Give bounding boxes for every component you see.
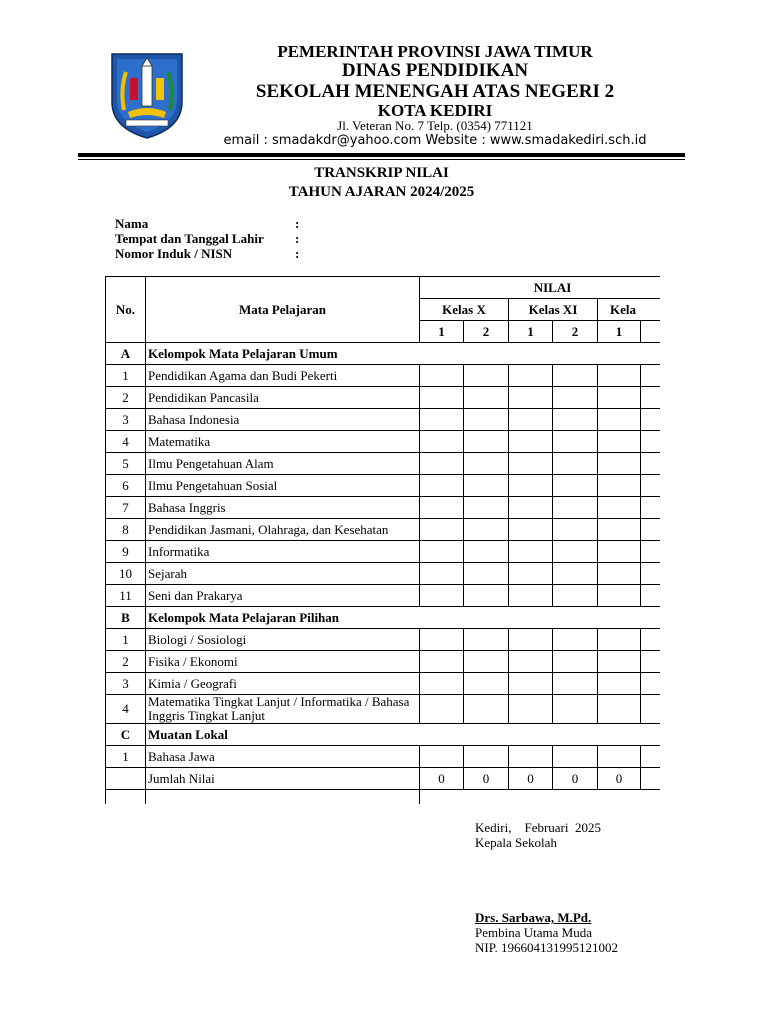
grade-cell bbox=[598, 431, 641, 453]
grade-cell bbox=[509, 651, 553, 673]
grade-cell bbox=[420, 519, 464, 541]
subject-row bbox=[106, 365, 661, 387]
subject-row bbox=[106, 563, 661, 585]
subject-row bbox=[106, 497, 661, 519]
grade-cell bbox=[553, 629, 598, 651]
grade-cell bbox=[464, 585, 509, 607]
semester-header: 1 bbox=[598, 321, 641, 343]
grade-cell bbox=[509, 387, 553, 409]
header-divider-thin bbox=[78, 159, 685, 160]
subject-no: 9 bbox=[106, 541, 146, 563]
grade-cell bbox=[464, 475, 509, 497]
subject-name: Sejarah bbox=[146, 563, 420, 585]
grade-cell bbox=[598, 673, 641, 695]
grade-cell bbox=[420, 431, 464, 453]
grade-cell bbox=[509, 365, 553, 387]
grade-cell bbox=[641, 387, 661, 409]
subject-no: 2 bbox=[106, 651, 146, 673]
identity-separator: : bbox=[295, 246, 300, 261]
subject-no: 3 bbox=[106, 673, 146, 695]
grade-cell bbox=[598, 519, 641, 541]
grade-cell bbox=[464, 365, 509, 387]
grade-cell bbox=[509, 431, 553, 453]
subject-no: 11 bbox=[106, 585, 146, 607]
grade-cell bbox=[420, 475, 464, 497]
grade-cell bbox=[553, 673, 598, 695]
grade-cell bbox=[464, 541, 509, 563]
subject-row bbox=[106, 475, 661, 497]
grade-cell bbox=[641, 673, 661, 695]
semester-header bbox=[641, 321, 661, 343]
document-title: TRANSKRIP NILAI bbox=[314, 165, 449, 181]
group-name: Kelompok Mata Pelajaran Pilihan bbox=[146, 607, 661, 629]
subject-row bbox=[106, 431, 661, 453]
subject-no: 2 bbox=[106, 387, 146, 409]
grade-cell bbox=[509, 746, 553, 768]
subject-row bbox=[106, 673, 661, 695]
grade-cell bbox=[464, 409, 509, 431]
group-row bbox=[106, 724, 661, 746]
semester-header: 2 bbox=[553, 321, 598, 343]
grade-cell bbox=[598, 541, 641, 563]
subject-row bbox=[106, 409, 661, 431]
grade-cell bbox=[641, 409, 661, 431]
grade-cell bbox=[598, 475, 641, 497]
grade-cell bbox=[464, 746, 509, 768]
group-row bbox=[106, 607, 661, 629]
grade-cell bbox=[420, 541, 464, 563]
subject-row bbox=[106, 585, 661, 607]
grade-cell bbox=[598, 453, 641, 475]
grade-cell bbox=[509, 629, 553, 651]
grade-cell bbox=[553, 541, 598, 563]
grade-cell bbox=[553, 497, 598, 519]
student-identity bbox=[115, 216, 299, 261]
column-header-subject: Mata Pelajaran bbox=[146, 277, 420, 343]
grade-cell bbox=[420, 629, 464, 651]
identity-row-birth bbox=[115, 231, 299, 246]
grade-cell bbox=[641, 453, 661, 475]
subject-name: Seni dan Prakarya bbox=[146, 585, 420, 607]
grade-cell bbox=[464, 651, 509, 673]
subject-no: 3 bbox=[106, 409, 146, 431]
grade-cell bbox=[509, 563, 553, 585]
header-department: DINAS PENDIDIKAN bbox=[341, 60, 529, 81]
grade-cell bbox=[641, 497, 661, 519]
subject-no: 4 bbox=[106, 695, 146, 724]
grade-cell bbox=[509, 585, 553, 607]
grade-cell bbox=[553, 563, 598, 585]
total-value: 0 bbox=[553, 768, 598, 790]
signature-role: Kepala Sekolah bbox=[475, 835, 557, 850]
column-header-no: No. bbox=[106, 277, 146, 343]
grade-cell bbox=[598, 746, 641, 768]
header-city: KOTA KEDIRI bbox=[377, 101, 493, 120]
subject-no: 6 bbox=[106, 475, 146, 497]
grade-cell bbox=[598, 695, 641, 724]
group-row bbox=[106, 343, 661, 365]
subject-name: Fisika / Ekonomi bbox=[146, 651, 420, 673]
subject-name: Bahasa Jawa bbox=[146, 746, 420, 768]
subject-name: Bahasa Inggris bbox=[146, 497, 420, 519]
grade-cell bbox=[553, 409, 598, 431]
grade-cell bbox=[641, 541, 661, 563]
total-value: 0 bbox=[464, 768, 509, 790]
header-government: PEMERINTAH PROVINSI JAWA TIMUR bbox=[277, 42, 593, 61]
subject-row bbox=[106, 651, 661, 673]
subject-no: 5 bbox=[106, 453, 146, 475]
grade-cell bbox=[464, 387, 509, 409]
grades-table bbox=[105, 276, 660, 805]
grade-cell bbox=[553, 365, 598, 387]
signature-name-block bbox=[475, 910, 618, 955]
subject-name: Biologi / Sosiologi bbox=[146, 629, 420, 651]
subject-name: Ilmu Pengetahuan Alam bbox=[146, 453, 420, 475]
grade-cell bbox=[464, 519, 509, 541]
grade-cell bbox=[420, 563, 464, 585]
grade-cell bbox=[509, 519, 553, 541]
subject-row bbox=[106, 695, 661, 724]
grade-cell bbox=[509, 475, 553, 497]
column-header-kelas-xii: Kela bbox=[598, 299, 661, 321]
principal-nip: NIP. 196604131995121002 bbox=[475, 940, 619, 955]
subject-row bbox=[106, 519, 661, 541]
subject-name: Matematika bbox=[146, 431, 420, 453]
group-code: C bbox=[106, 724, 146, 746]
grade-cell bbox=[641, 695, 661, 724]
grade-cell bbox=[553, 695, 598, 724]
grade-cell bbox=[420, 387, 464, 409]
grade-cell bbox=[553, 453, 598, 475]
subject-row bbox=[106, 387, 661, 409]
grade-cell bbox=[641, 563, 661, 585]
grade-cell bbox=[641, 431, 661, 453]
identity-label: Nama bbox=[115, 216, 149, 231]
grade-cell bbox=[464, 497, 509, 519]
principal-rank: Pembina Utama Muda bbox=[475, 925, 592, 940]
column-header-nilai: NILAI bbox=[420, 277, 661, 299]
grade-cell bbox=[598, 497, 641, 519]
group-name: Muatan Lokal bbox=[146, 724, 661, 746]
header-address: Jl. Veteran No. 7 Telp. (0354) 771121 bbox=[337, 118, 533, 133]
semester-header: 1 bbox=[420, 321, 464, 343]
grade-cell bbox=[509, 673, 553, 695]
grade-cell bbox=[641, 629, 661, 651]
column-header-kelas-xi: Kelas XI bbox=[509, 299, 598, 321]
footer-cell bbox=[420, 790, 661, 805]
group-code: B bbox=[106, 607, 146, 629]
identity-label: Tempat dan Tanggal Lahir bbox=[115, 231, 264, 246]
grade-cell bbox=[464, 673, 509, 695]
grade-cell bbox=[598, 651, 641, 673]
subject-name: Ilmu Pengetahuan Sosial bbox=[146, 475, 420, 497]
grade-cell bbox=[420, 651, 464, 673]
grade-cell bbox=[641, 519, 661, 541]
subject-name: Bahasa Indonesia bbox=[146, 409, 420, 431]
grade-cell bbox=[509, 541, 553, 563]
grade-cell bbox=[641, 746, 661, 768]
signature-place-block bbox=[475, 820, 601, 850]
subject-no: 1 bbox=[106, 629, 146, 651]
subject-row bbox=[106, 746, 661, 768]
grade-cell bbox=[598, 585, 641, 607]
grade-cell bbox=[509, 453, 553, 475]
semester-header: 2 bbox=[464, 321, 509, 343]
grade-cell bbox=[420, 585, 464, 607]
total-row bbox=[106, 768, 661, 790]
subject-name: Matematika Tingkat Lanjut / Informatika / Bahasa Inggris Tingkat Lanjut bbox=[146, 695, 420, 724]
grade-cell bbox=[464, 695, 509, 724]
grade-cell bbox=[598, 387, 641, 409]
subject-row bbox=[106, 541, 661, 563]
subject-name: Kimia / Geografi bbox=[146, 673, 420, 695]
grade-cell bbox=[509, 409, 553, 431]
grade-cell bbox=[641, 585, 661, 607]
grade-cell bbox=[553, 519, 598, 541]
subject-no: 8 bbox=[106, 519, 146, 541]
subject-row bbox=[106, 629, 661, 651]
grade-cell bbox=[420, 746, 464, 768]
principal-name: Drs. Sarbawa, M.Pd. bbox=[475, 910, 592, 925]
signature-place-date: Kediri, Februari 2025 bbox=[475, 820, 602, 835]
province-emblem-logo bbox=[106, 50, 188, 140]
grade-cell bbox=[553, 431, 598, 453]
grade-cell bbox=[598, 365, 641, 387]
grade-cell bbox=[420, 497, 464, 519]
grade-cell bbox=[553, 651, 598, 673]
subject-no: 7 bbox=[106, 497, 146, 519]
total-no bbox=[106, 768, 146, 790]
grade-cell bbox=[598, 563, 641, 585]
subject-no: 1 bbox=[106, 746, 146, 768]
footer-cell bbox=[106, 790, 146, 805]
identity-row-name bbox=[115, 216, 299, 231]
header-school-name: SEKOLAH MENENGAH ATAS NEGERI 2 bbox=[255, 81, 615, 102]
academic-year: TAHUN AJARAN 2024/2025 bbox=[288, 184, 475, 200]
grade-cell bbox=[464, 431, 509, 453]
total-value bbox=[641, 768, 661, 790]
subject-name: Pendidikan Pancasila bbox=[146, 387, 420, 409]
grade-cell bbox=[464, 563, 509, 585]
total-value: 0 bbox=[420, 768, 464, 790]
group-code: A bbox=[106, 343, 146, 365]
subject-name: Pendidikan Jasmani, Olahraga, dan Kesehatan bbox=[146, 519, 420, 541]
subject-no: 1 bbox=[106, 365, 146, 387]
identity-separator: : bbox=[295, 231, 300, 246]
semester-header: 1 bbox=[509, 321, 553, 343]
identity-row-nisn bbox=[115, 246, 299, 261]
column-header-kelas-x: Kelas X bbox=[420, 299, 509, 321]
grade-cell bbox=[598, 409, 641, 431]
footer-cell bbox=[146, 790, 420, 805]
grade-cell bbox=[420, 409, 464, 431]
total-label: Jumlah Nilai bbox=[146, 768, 420, 790]
group-name: Kelompok Mata Pelajaran Umum bbox=[146, 343, 661, 365]
grade-cell bbox=[641, 365, 661, 387]
identity-label: Nomor Induk / NISN bbox=[115, 246, 233, 261]
grade-cell bbox=[509, 497, 553, 519]
grade-cell bbox=[464, 453, 509, 475]
header-contact: email : smadakdr@yahoo.com Website : www.smadakediri.sch.id bbox=[223, 133, 647, 148]
subject-no: 4 bbox=[106, 431, 146, 453]
grade-cell bbox=[553, 585, 598, 607]
total-value: 0 bbox=[509, 768, 553, 790]
total-value: 0 bbox=[598, 768, 641, 790]
grade-cell bbox=[553, 475, 598, 497]
grade-cell bbox=[420, 673, 464, 695]
table-footer-row bbox=[106, 790, 661, 805]
grade-cell bbox=[420, 365, 464, 387]
header-divider-thick bbox=[78, 153, 685, 157]
grade-cell bbox=[420, 695, 464, 724]
identity-separator: : bbox=[295, 216, 300, 231]
subject-name: Informatika bbox=[146, 541, 420, 563]
grade-cell bbox=[553, 746, 598, 768]
grade-cell bbox=[553, 387, 598, 409]
grade-cell bbox=[641, 475, 661, 497]
grade-cell bbox=[420, 453, 464, 475]
subject-no: 10 bbox=[106, 563, 146, 585]
subject-row bbox=[106, 453, 661, 475]
grade-cell bbox=[509, 695, 553, 724]
grade-cell bbox=[641, 651, 661, 673]
grade-cell bbox=[598, 629, 641, 651]
grade-cell bbox=[464, 629, 509, 651]
subject-name: Pendidikan Agama dan Budi Pekerti bbox=[146, 365, 420, 387]
